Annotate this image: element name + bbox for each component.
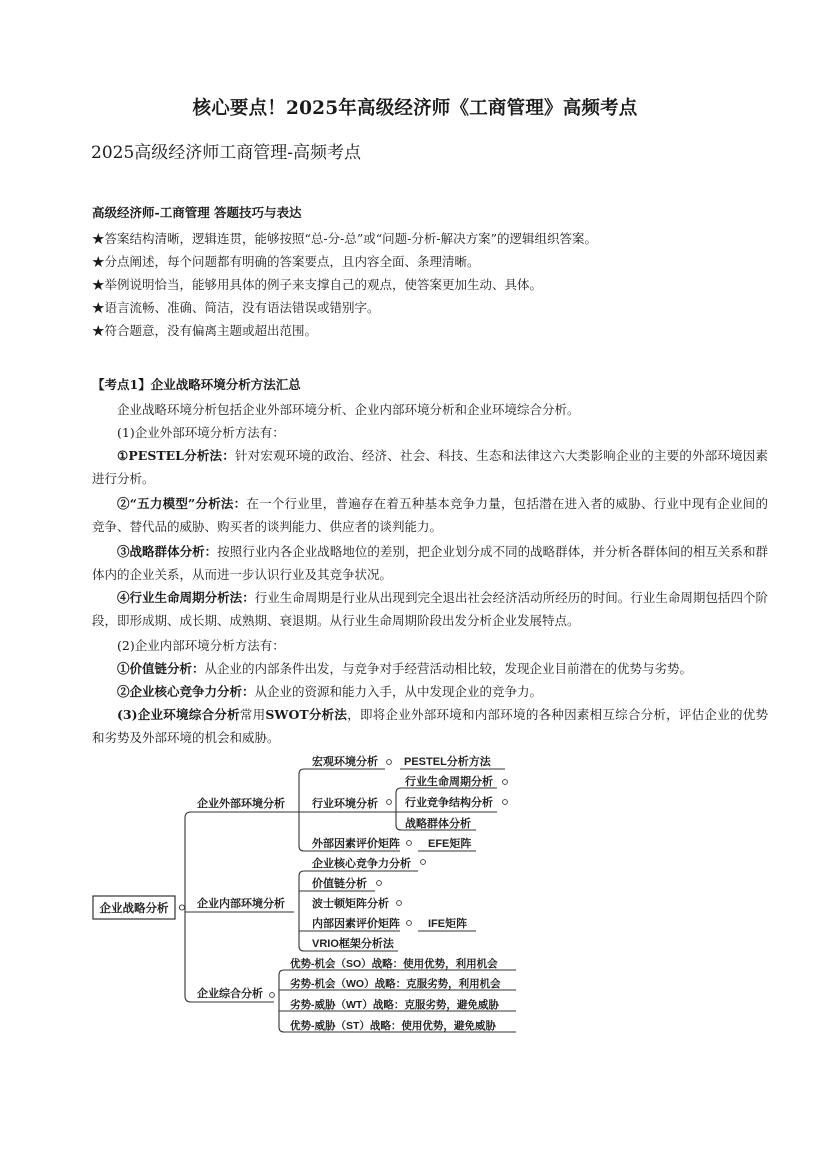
- mindmap-ife-matrix: 内部因素评价矩阵: [312, 918, 400, 930]
- strategic-group-paragraph: [92, 540, 768, 586]
- mindmap-root: 企业战略分析: [99, 903, 169, 915]
- collapse-dot-icon: [377, 881, 382, 886]
- life-cycle-text: 行业生命周期是行业从出现到完全退出社会经济活动所经历的时间。行业生命周期包括四个阶段，即形成期、成长期、成熟期、衰退期。从行业生命周期阶段出发分析企业发展特点。: [92, 590, 768, 628]
- mindmap-connector: [185, 908, 196, 1003]
- mindmap-industry-item: 战略群体分析: [405, 818, 471, 830]
- mindmap-strategy: 劣势-威胁（WT）战略：克服劣势，避免威胁: [290, 999, 499, 1011]
- collapse-dot-icon: [270, 993, 275, 998]
- life-cycle-label: ④行业生命周期分析法：: [117, 590, 255, 605]
- mindmap-internal-label: 企业内部环境分析: [197, 898, 285, 910]
- swot-paragraph: [92, 703, 768, 749]
- value-chain-text: 从企业的内部条件出发，与竞争对手经营活动相比较，发现企业目前潜在的优势与劣势。: [204, 661, 693, 676]
- mindmap-vrio: VRIO框架分析法: [312, 938, 394, 950]
- swot-method-label: SWOT分析法: [265, 707, 348, 722]
- collapse-dot-icon: [407, 921, 412, 926]
- collapse-dot-icon: [397, 901, 402, 906]
- mindmap-ife: IFE矩阵: [428, 918, 468, 930]
- tip-item: ★符合题意，没有偏离主题或超出范围。: [92, 323, 318, 338]
- tip-item: ★分点阐述，每个问题都有明确的答案要点，且内容全面、条理清晰。: [92, 254, 480, 269]
- mindmap-internal-item: 价值链分析: [312, 878, 367, 890]
- collapse-dot-icon: [387, 760, 392, 765]
- kaodian-intro: 企业战略环境分析包括企业外部环境分析、企业内部环境分析和企业环境综合分析。: [117, 402, 580, 417]
- mindmap-connector: [299, 769, 308, 812]
- strategy-analysis-mindmap: [0, 745, 830, 1045]
- collapse-dot-icon: [503, 780, 508, 785]
- collapse-dot-icon: [407, 841, 412, 846]
- swot-label: (3)企业环境综合分析: [117, 707, 240, 722]
- core-competence-paragraph: [92, 680, 768, 703]
- mindmap-strategy: 优势-机会（SO）战略：使用优势，利用机会: [290, 958, 498, 970]
- value-chain-label: ①价值链分析：: [117, 661, 205, 676]
- life-cycle-paragraph: [92, 586, 768, 632]
- five-forces-label: ②“五力模型”分析法：: [117, 496, 247, 511]
- external-methods-heading: (1)企业外部环境分析方法有：: [117, 425, 285, 440]
- mindmap-macro-env: 宏观环境分析: [312, 756, 378, 768]
- collapse-dot-icon: [387, 800, 392, 805]
- collapse-dot-icon: [421, 860, 426, 865]
- tip-item: ★举例说明恰当，能够用具体的例子来支撑自己的观点，使答案更加生动、具体。: [92, 277, 543, 292]
- value-chain-paragraph: [92, 657, 768, 680]
- mindmap-connector: [396, 812, 404, 830]
- document-title: 核心要点！2025年高级经济师《工商管理》高频考点: [192, 98, 638, 119]
- five-forces-paragraph: [92, 492, 768, 538]
- tips-heading: 高级经济师-工商管理 答题技巧与表达: [92, 205, 302, 220]
- mindmap-internal-item: 企业核心竞争力分析: [312, 858, 411, 870]
- pestel-label: ①PESTEL分析法：: [117, 448, 235, 463]
- mindmap-comprehensive-label: 企业综合分析: [197, 988, 263, 1000]
- mindmap-internal-item: 波士顿矩阵分析: [312, 898, 389, 910]
- collapse-dot-icon: [179, 905, 184, 910]
- mindmap-strategy: 劣势-机会（WO）战略：克服劣势，利用机会: [290, 978, 501, 990]
- internal-methods-heading: (2)企业内部环境分析方法有：: [117, 638, 285, 653]
- mindmap-efe: EFE矩阵: [428, 838, 472, 850]
- core-competence-text: 从企业的资源和能力入手，从中发现企业的竞争力。: [254, 684, 543, 699]
- mindmap-efe-matrix: 外部因素评价矩阵: [312, 838, 400, 850]
- mindmap-strategy: 优势-威胁（ST）战略：使用优势，避免威胁: [290, 1020, 496, 1032]
- pestel-paragraph: [92, 444, 768, 490]
- collapse-dot-icon: [503, 800, 508, 805]
- tip-item: ★答案结构清晰，逻辑连贯，能够按照“总-分-总”或“问题-分析-解决方案”的逻辑组织答案。: [92, 231, 597, 246]
- strategic-group-text: 按照行业内各企业战略地位的差别，把企业划分成不同的战略群体，并分析各群体间的相互关系和群体内的企业关系，从而进一步认识行业及其竞争状况。: [92, 544, 768, 582]
- kaodian-heading: 【考点1】企业战略环境分析方法汇总: [92, 377, 301, 392]
- mindmap-industry-env: 行业环境分析: [312, 798, 378, 810]
- mindmap-connector: [396, 788, 404, 812]
- mindmap-connector: [279, 1002, 288, 1032]
- mindmap-industry-item: 行业竞争结构分析: [405, 797, 493, 809]
- core-competence-label: ②企业核心竞争力分析：: [117, 684, 255, 699]
- mindmap-pestel: PESTEL分析方法: [404, 756, 491, 768]
- strategic-group-label: ③战略群体分析：: [117, 544, 218, 559]
- swot-text-a: 常用: [239, 707, 266, 722]
- swot-text-b: ，即将企业外部环境和内部环境的各种因素相互综合分析，评估企业的优势和劣势及外部环境的机会和威胁。: [92, 707, 768, 745]
- mindmap-connector: [279, 970, 288, 1002]
- mindmap-industry-item: 行业生命周期分析: [405, 776, 493, 788]
- tip-item: ★语言流畅、准确、简洁，没有语法错误或错别字。: [92, 300, 380, 315]
- mindmap-external-label: 企业外部环境分析: [197, 798, 285, 810]
- five-forces-text: 在一个行业里，普遍存在着五种基本竞争力量，包括潜在进入者的威胁、行业中现有企业间的竞争、替代品的威胁、购买者的谈判能力、供应者的谈判能力。: [92, 496, 768, 534]
- document-subtitle: 2025高级经济师工商管理-高频考点: [91, 143, 362, 163]
- pestel-text: 针对宏观环境的政治、经济、社会、科技、生态和法律这六大类影响企业的主要的外部环境因素进行分析。: [92, 448, 768, 486]
- mindmap-connector: [185, 812, 196, 908]
- mindmap-connector: [299, 812, 308, 851]
